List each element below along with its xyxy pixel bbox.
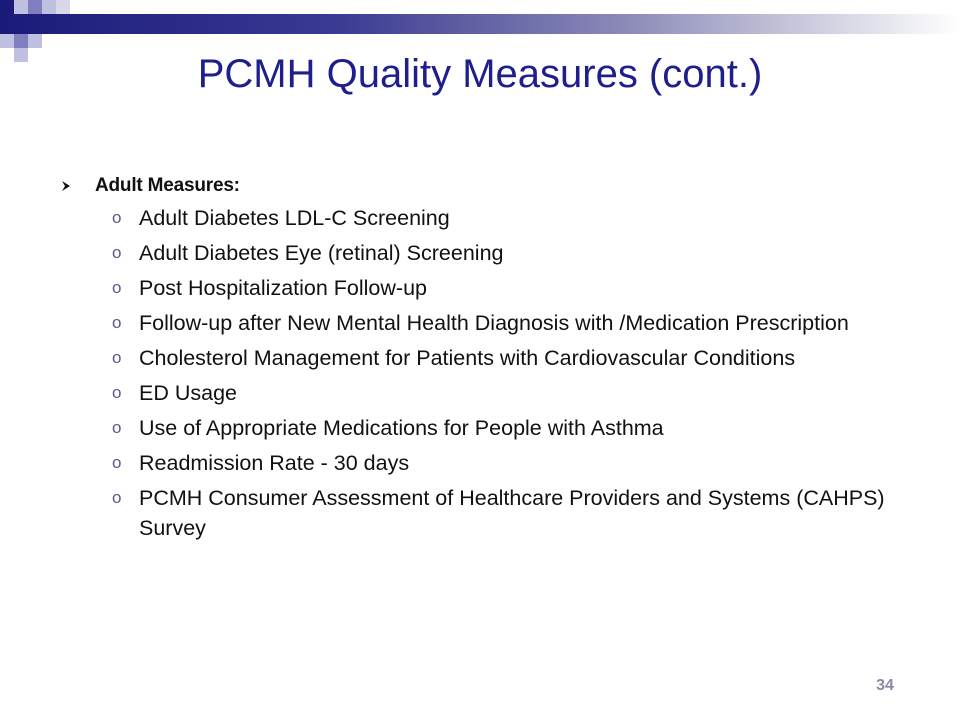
- list-item-text: Readmission Rate - 30 days: [139, 451, 410, 475]
- circle-bullet-icon: o: [112, 383, 122, 402]
- header-square: [42, 0, 56, 14]
- header-square: [28, 0, 42, 14]
- list-item: [112, 343, 892, 373]
- section-heading: [60, 173, 240, 199]
- circle-bullet-icon: o: [112, 278, 122, 297]
- measures-list: [112, 203, 892, 548]
- arrow-bullet-icon: [60, 180, 72, 192]
- section-heading-label: Adult Measures:: [95, 175, 240, 196]
- list-item-text: Cholesterol Management for Patients with Cardiovascular Conditions: [139, 346, 796, 370]
- header-square: [56, 0, 70, 14]
- header-square: [0, 34, 14, 48]
- circle-bullet-icon: o: [112, 313, 122, 332]
- list-item: [112, 238, 892, 268]
- header-square: [0, 0, 14, 14]
- list-item: [112, 483, 892, 543]
- list-item-text: Follow-up after New Mental Health Diagnosis with /Medication Prescription: [139, 311, 849, 335]
- header-square: [14, 34, 28, 48]
- list-item-text: PCMH Consumer Assessment of Healthcare Providers and Systems (CAHPS) Survey: [139, 486, 885, 540]
- page-number: 34: [876, 677, 894, 694]
- list-item-text: Use of Appropriate Medications for People with Asthma: [139, 416, 664, 440]
- list-item: [112, 448, 892, 478]
- list-item: [112, 413, 892, 443]
- header-gradient-bar: [0, 14, 960, 34]
- circle-bullet-icon: o: [112, 208, 122, 227]
- circle-bullet-icon: o: [112, 243, 122, 262]
- header-square: [14, 0, 28, 14]
- list-item-text: ED Usage: [139, 381, 237, 405]
- list-item: [112, 378, 892, 408]
- circle-bullet-icon: o: [112, 488, 122, 507]
- list-item: [112, 273, 892, 303]
- circle-bullet-icon: o: [112, 418, 122, 437]
- list-item: [112, 203, 892, 233]
- header-square: [28, 34, 42, 48]
- slide-title: PCMH Quality Measures (cont.): [197, 52, 763, 96]
- list-item-text: Adult Diabetes LDL-C Screening: [139, 206, 450, 230]
- circle-bullet-icon: o: [112, 453, 122, 472]
- list-item-text: Adult Diabetes Eye (retinal) Screening: [139, 241, 504, 265]
- circle-bullet-icon: o: [112, 348, 122, 367]
- list-item: [112, 308, 892, 338]
- list-item-text: Post Hospitalization Follow-up: [139, 276, 427, 300]
